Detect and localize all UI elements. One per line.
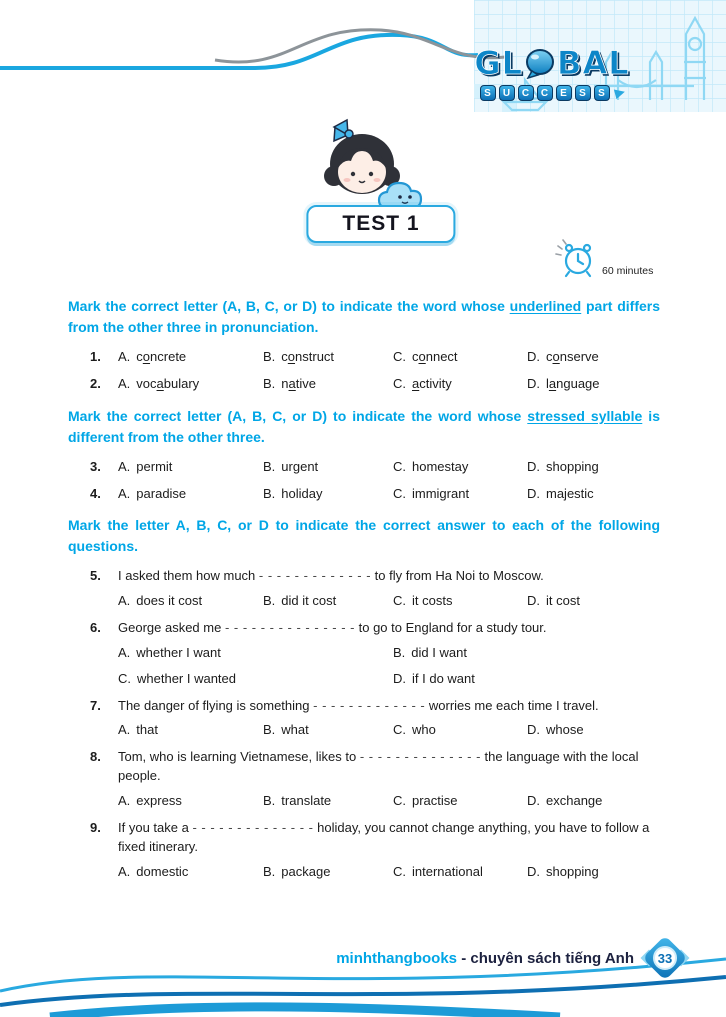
option-c: C. international — [393, 863, 483, 879]
question-7 — [68, 697, 660, 741]
girl-illustration — [298, 118, 438, 217]
option-letter: B. — [263, 458, 276, 474]
option-a: A. paradise — [118, 485, 187, 501]
option-a: A. express — [118, 792, 182, 808]
option-letter: D. — [527, 863, 540, 879]
speech-bubble-o-icon — [524, 48, 556, 79]
bow-icon — [334, 120, 353, 141]
question-number: 7. — [90, 697, 101, 713]
answer-blank: - - - - - - - - - - - - - — [258, 568, 372, 584]
option-d: D. if I do want — [393, 670, 475, 686]
question-stem: Tom, who is learning Vietnamese, likes to - - - - - - - - - - - - - - the language with the local people. — [118, 749, 639, 784]
timer-label: 60 minutes — [602, 265, 654, 277]
option-d: D. majestic — [527, 485, 594, 501]
option-letter: B. — [263, 485, 276, 501]
options-row — [118, 792, 660, 811]
test-content — [68, 296, 660, 889]
option-letter: A. — [118, 863, 131, 879]
options-row — [118, 348, 660, 367]
option-letter: D. — [527, 722, 540, 738]
option-letter: D. — [527, 375, 540, 391]
brand-letter: S — [575, 85, 591, 101]
option-letter: D. — [527, 458, 540, 474]
question-6 — [68, 619, 660, 689]
option-letter: B. — [393, 644, 406, 660]
option-letter: A. — [118, 644, 131, 660]
option-letter: B. — [263, 792, 276, 808]
option-c: C. practise — [393, 792, 458, 808]
question-stem: If you take a - - - - - - - - - - - - - - holiday, you cannot change anything, you have to follow a fixed itinerary. — [118, 819, 650, 854]
paper-plane-icon — [613, 87, 625, 99]
option-a: A. concrete — [118, 349, 187, 364]
footer-text — [336, 950, 634, 967]
options-row — [118, 458, 660, 477]
option-letter: B. — [263, 863, 276, 879]
option-a: A. vocabulary — [118, 375, 200, 391]
option-d: D. it cost — [527, 593, 580, 609]
option-letter: A. — [118, 792, 131, 808]
option-c: C. homestay — [393, 458, 469, 474]
question-number: 9. — [90, 819, 101, 835]
test-title-badge — [306, 205, 455, 243]
section-pronunciation — [68, 296, 660, 394]
option-letter: D. — [527, 593, 540, 609]
brand-name-right: BAL — [557, 44, 630, 82]
option-b: B. urgent — [263, 458, 319, 474]
question-number: 4. — [90, 485, 101, 501]
option-letter: A. — [118, 485, 131, 501]
option-c: C. immigrant — [393, 485, 470, 501]
brand-name-left: GL — [474, 44, 524, 82]
option-letter: C. — [393, 485, 406, 501]
brand-name — [474, 44, 629, 82]
option-letter: D. — [527, 792, 540, 808]
question-1 — [68, 348, 660, 367]
option-letter: A. — [118, 458, 131, 474]
option-d: D. language — [527, 375, 600, 391]
question-number: 6. — [90, 620, 101, 636]
question-stem: I asked them how much - - - - - - - - - - - - - to fly from Ha Noi to Moscow. — [118, 568, 544, 584]
question-5 — [68, 567, 660, 611]
option-c: C. it costs — [393, 593, 453, 609]
answer-blank: - - - - - - - - - - - - - - — [359, 749, 481, 765]
option-c: C. who — [393, 722, 436, 738]
option-letter: C. — [393, 593, 406, 609]
option-letter: B. — [263, 375, 276, 391]
option-a: A. permit — [118, 458, 173, 474]
option-letter: D. — [527, 485, 540, 501]
question-stem: George asked me - - - - - - - - - - - - - - - to go to England for a study tour. — [118, 620, 547, 636]
option-letter: C. — [393, 792, 406, 808]
option-b: B. construct — [263, 349, 335, 364]
option-d: D. exchange — [527, 792, 603, 808]
option-a: A. whether I want — [118, 644, 221, 660]
option-d: D. whose — [527, 722, 584, 738]
brand-letter: S — [594, 85, 610, 101]
brand-letter: C — [537, 85, 553, 101]
brand-letter: U — [499, 85, 515, 101]
options-row — [118, 485, 660, 504]
question-3 — [68, 458, 660, 477]
alarm-clock-icon — [552, 236, 600, 280]
option-b: B. package — [263, 863, 331, 879]
answer-blank: - - - - - - - - - - - - - - - — [224, 620, 355, 636]
option-a: A. does it cost — [118, 593, 203, 609]
question-number: 5. — [90, 568, 101, 584]
page-number-badge — [646, 939, 684, 977]
question-number: 1. — [90, 349, 101, 364]
brand-letter: S — [480, 85, 496, 101]
section-stress — [68, 406, 660, 504]
option-letter: C. — [393, 722, 406, 738]
option-letter: A. — [118, 375, 131, 391]
question-8 — [68, 748, 660, 811]
options-row — [118, 375, 660, 394]
option-letter: C. — [393, 375, 406, 391]
question-number: 2. — [90, 375, 101, 391]
section-multiple-choice — [68, 515, 660, 881]
option-letter: D. — [527, 349, 540, 364]
options-row — [118, 863, 660, 882]
section-instruction: Mark the letter A, B, C, or D to indicate the correct answer to each of the following questions. — [68, 517, 660, 555]
brand-logo — [466, 44, 638, 101]
question-2 — [68, 375, 660, 394]
option-letter: B. — [263, 349, 276, 364]
question-9 — [68, 819, 660, 882]
option-letter: D. — [393, 670, 406, 686]
option-letter: C. — [118, 670, 131, 686]
option-letter: A. — [118, 593, 131, 609]
options-row — [118, 721, 660, 740]
brand-letter: C — [518, 85, 534, 101]
option-a: A. domestic — [118, 863, 189, 879]
option-letter: C. — [393, 349, 406, 364]
answer-blank: - - - - - - - - - - - - - — [313, 697, 426, 713]
option-b: B. native — [263, 375, 316, 391]
section-instruction: Mark the correct letter (A, B, C, or D) to indicate the word whose stressed syllable is different from the other three. — [68, 407, 660, 445]
option-c: C. activity — [393, 375, 452, 391]
option-letter: C. — [393, 863, 406, 879]
answer-blank: - - - - - - - - - - - - - - — [192, 819, 314, 835]
question-number: 3. — [90, 458, 101, 474]
options-row — [118, 592, 660, 611]
option-b: B. did I want — [393, 644, 467, 660]
option-d: D. conserve — [527, 349, 599, 364]
brand-subtitle — [480, 85, 625, 101]
options-grid — [118, 644, 660, 689]
option-d: D. shopping — [527, 863, 599, 879]
question-4 — [68, 485, 660, 504]
option-b: B. what — [263, 722, 309, 738]
section-instruction: Mark the correct letter (A, B, C, or D) to indicate the word whose underlined part differs from the other three in pronunciation. — [68, 298, 660, 335]
option-letter: A. — [118, 722, 131, 738]
footer — [0, 939, 726, 977]
option-d: D. shopping — [527, 458, 599, 474]
option-letter: B. — [263, 722, 276, 738]
option-a: A. that — [118, 722, 158, 738]
question-number: 8. — [90, 749, 101, 765]
option-letter: C. — [393, 458, 406, 474]
option-c: C. connect — [393, 349, 458, 364]
option-letter: A. — [118, 349, 131, 364]
publisher-tagline: - chuyên sách tiếng Anh — [461, 949, 634, 967]
option-b: B. did it cost — [263, 593, 337, 609]
option-b: B. translate — [263, 792, 332, 808]
timer — [552, 236, 653, 280]
publisher-name: minhthangbooks — [336, 949, 458, 967]
brand-letter: E — [556, 85, 572, 101]
option-b: B. holiday — [263, 485, 323, 501]
test-title: TEST 1 — [342, 212, 420, 235]
page-number: 33 — [657, 950, 673, 966]
option-letter: B. — [263, 593, 276, 609]
question-stem: The danger of flying is something - - - - - - - - - - - - - worries me each time I travel. — [118, 697, 599, 713]
option-c: C. whether I wanted — [118, 670, 237, 686]
